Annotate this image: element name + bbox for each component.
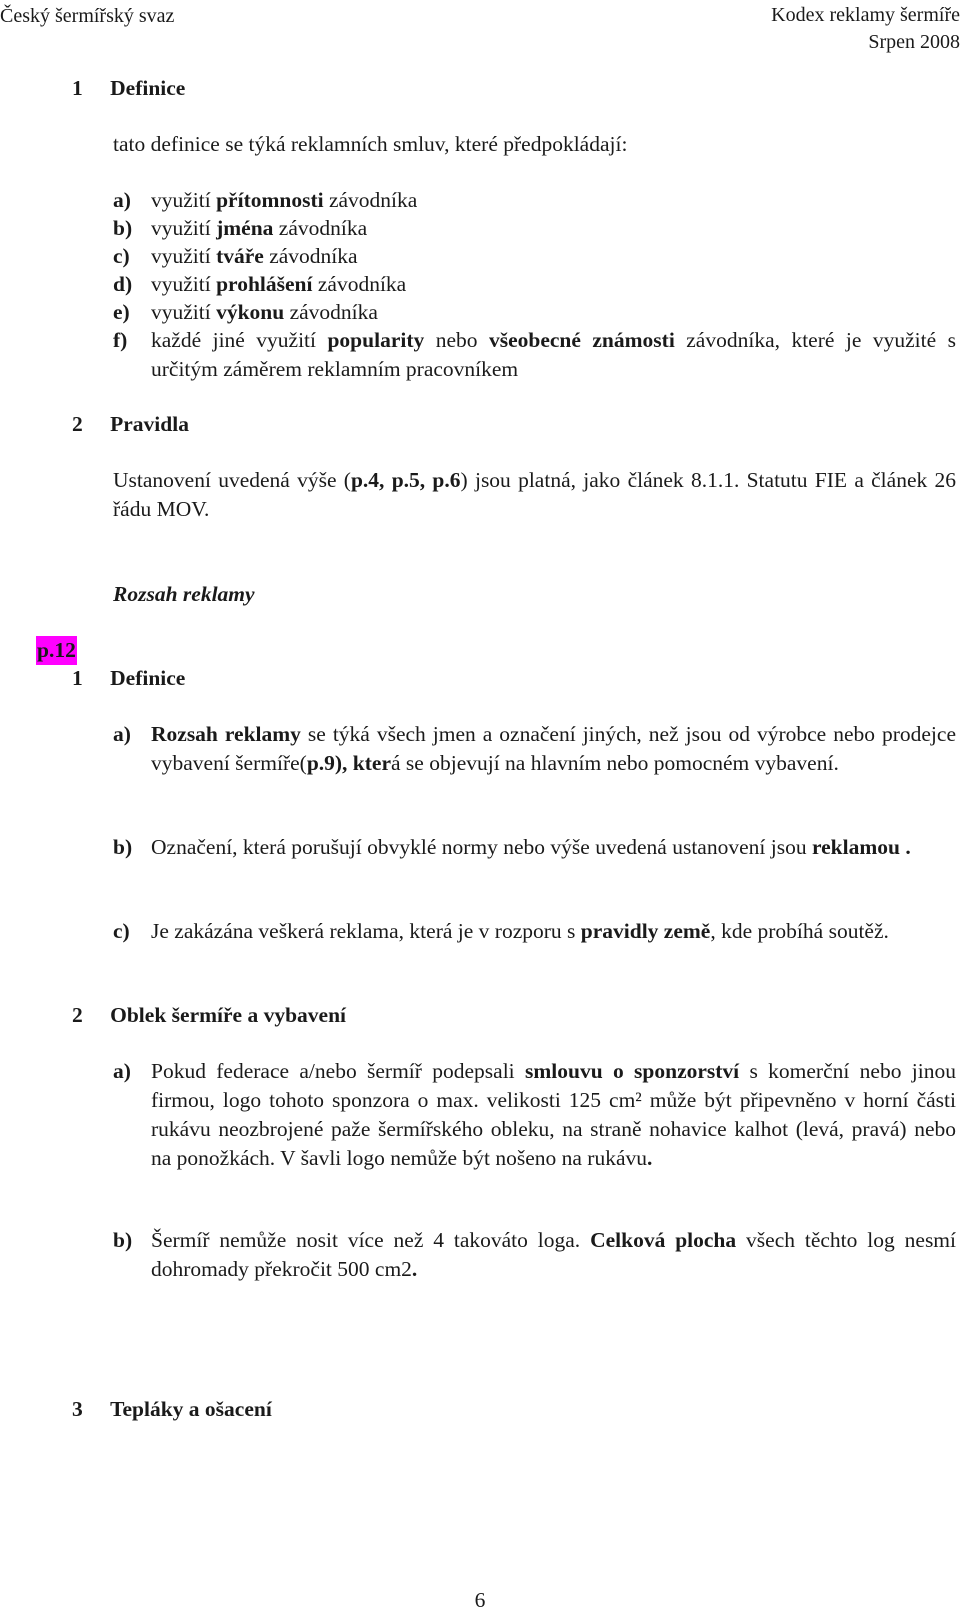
item-text: využití xyxy=(151,216,217,240)
item-label: d) xyxy=(113,272,133,296)
scope-item-c xyxy=(113,917,956,946)
item-text: využití xyxy=(151,188,217,212)
definition-item-c xyxy=(113,242,358,271)
item-label: a) xyxy=(113,1059,131,1083)
item-text: závodníka xyxy=(323,188,418,212)
header-date: Srpen 2008 xyxy=(868,31,960,53)
item-keyword: výkonu xyxy=(216,300,285,324)
page-number: 6 xyxy=(474,1588,486,1612)
scope-section-1-heading xyxy=(72,664,185,693)
section-number: 2 xyxy=(72,412,83,436)
suit-item-a xyxy=(113,1057,956,1173)
item-text: využití xyxy=(151,244,217,268)
definition-item-b xyxy=(113,214,367,243)
item-keyword: tváře xyxy=(216,244,264,268)
item-text: využití xyxy=(151,300,217,324)
item-label: f) xyxy=(113,328,128,352)
item-label: c) xyxy=(113,244,130,268)
section-2-heading xyxy=(72,410,189,439)
section-suit-heading xyxy=(72,1001,346,1030)
header-title: Kodex reklamy šermíře xyxy=(771,4,960,26)
header-document-title xyxy=(771,2,960,56)
item-label: a) xyxy=(113,722,131,746)
item-label: e) xyxy=(113,300,130,324)
scope-heading: Rozsah reklamy xyxy=(113,582,255,606)
definition-item-a xyxy=(113,186,417,215)
item-text: závodníka xyxy=(312,272,407,296)
item-label: a) xyxy=(113,188,131,212)
section-title: Pravidla xyxy=(110,412,189,436)
section-1-heading xyxy=(72,74,185,103)
section-title: Oblek šermíře a vybavení xyxy=(110,1003,347,1027)
definition-item-f xyxy=(113,326,956,384)
definition-item-d xyxy=(113,270,406,299)
item-text: každé jiné využití popularity nebo všeobecné známosti závodníka, které je využité s určitým záměrem reklamním pracovníkem xyxy=(151,328,956,381)
item-keyword: prohlášení xyxy=(216,272,313,296)
item-keyword: přítomnosti xyxy=(216,188,324,212)
item-label: b) xyxy=(113,1228,133,1252)
section-title: Definice xyxy=(110,76,186,100)
item-text: Rozsah reklamy se týká všech jmen a označení jiných, než jsou od výrobce nebo prodejce vybavení šermíře(p.9), která se objevují na hlavním nebo pomocném vybavení. xyxy=(151,722,956,775)
section-title: Tepláky a ošacení xyxy=(110,1397,272,1421)
section-clothing-heading xyxy=(72,1395,272,1424)
section-number: 1 xyxy=(72,666,83,690)
definition-item-e xyxy=(113,298,378,327)
section-number: 2 xyxy=(72,1003,83,1027)
item-text: využití xyxy=(151,272,217,296)
item-keyword: jména xyxy=(216,216,274,240)
item-text: Je zakázána veškerá reklama, která je v rozporu s pravidly země, kde probíhá soutěž. xyxy=(151,919,889,943)
item-text: Šermíř nemůže nosit více než 4 takováto loga. Celková plocha všech těchto log nesmí dohromady překročit 500 cm2. xyxy=(151,1228,957,1281)
item-label: c) xyxy=(113,919,130,943)
section-1-intro: tato definice se týká reklamních smluv, které předpokládají: xyxy=(113,132,628,156)
item-text: Označení, která porušují obvyklé normy nebo výše uvedená ustanovení jsou reklamou . xyxy=(151,835,911,859)
item-label: b) xyxy=(113,835,133,859)
section-number: 1 xyxy=(72,76,83,100)
paragraph-marker: p.12 xyxy=(36,636,77,665)
item-text: Pokud federace a/nebo šermíř podepsali smlouvu o sponzorství s komerční nebo jinou firmou, logo tohoto sponzora o max. velikosti 125 cm² může být připevněno v horní části rukávu neozbrojené paže šermířského obleku, na straně nohavice kalhot (levá, pravá) nebo na ponožkách. V šavli logo nemůže být nošeno na rukávu. xyxy=(151,1059,956,1170)
section-title: Definice xyxy=(110,666,186,690)
item-text: závodníka xyxy=(284,300,378,324)
item-text: závodníka xyxy=(263,244,358,268)
suit-item-b xyxy=(113,1226,956,1284)
section-number: 3 xyxy=(72,1397,83,1421)
item-label: b) xyxy=(113,216,133,240)
header-organization: Český šermířský svaz xyxy=(0,5,175,27)
scope-item-b xyxy=(113,833,956,862)
item-text: závodníka xyxy=(273,216,368,240)
section-2-paragraph: Ustanovení uvedená výše (p.4, p.5, p.6) jsou platná, jako článek 8.1.1. Statutu FIE a článek 26 řádu MOV. xyxy=(113,468,957,521)
scope-item-a xyxy=(113,720,956,778)
